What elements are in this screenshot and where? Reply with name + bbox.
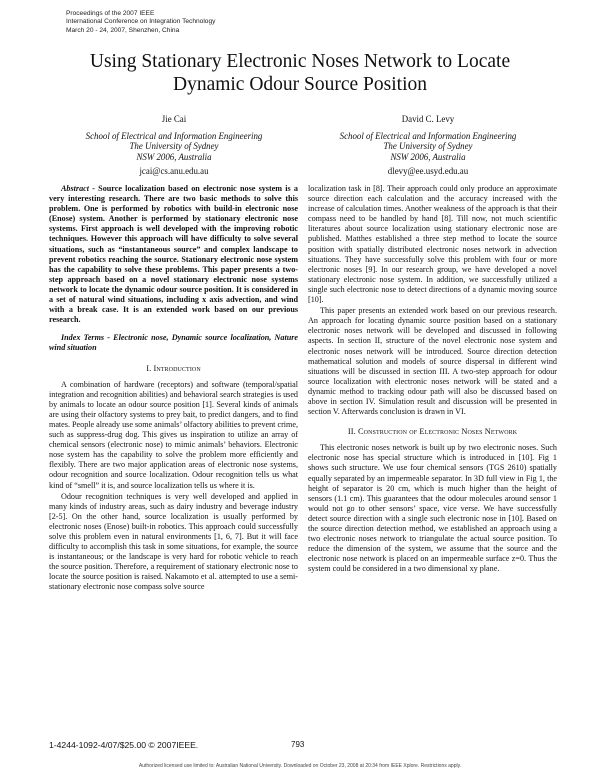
abstract (49, 184, 298, 325)
intro-paragraph-4: This paper presents an extended work based on our previous research. An approach for locating dynamic source position based on a stationary electronic noses network will be developed and discussed in following aspects. In section II, structure of the novel electronic nose system and electronic noses network will be introduced. Source direction detection mathematical solution and models of source dispersal in different wind situations will be discussed in section III. A two-step approach for odour source localization with electronic noses network will be stated and a dynamic method to tracking odour path will also be discussed based on above in section IV. Simulation result and discussion will be presented in section V. Afterwards conclusion is drawn in VI. (308, 306, 557, 417)
author-school: School of Electrical and Information Engineering (339, 130, 517, 141)
right-column (308, 184, 557, 574)
intro-paragraph-3: localization task in [8]. Their approach could only produce an approximate source direction each calculation and the accuracy increased with the increase of calculation times. Another weakness of the approach is that their compass need to be handled by hand [8]. Till now, not much scientific literatures about source localization using stationary electronic nose are published. Matthes established a three step method to locate the source position with spatially distributed electronic noses network in advection situations. They have successfully solve this problem with four or more electronic noses [9]. In our research group, we have developed a novel stationary electronic nose system. In addition, we successfully utilized a single such electronic nose to detect directions of a dynamic moving source [10]. (308, 184, 557, 305)
author-block-1 (49, 114, 299, 177)
conference-line-3: March 20 - 24, 2007, Shenzhen, China (66, 26, 180, 34)
intro-paragraph-2: Odour recognition techniques is very well developed and applied in many kinds of industry areas, such as dairy industry and beverage industry [2-5]. On the other hand, source localization is usually performed by electronic noses (Enose) built-in robotics. This approach could successfully solve this problem even in natural environments [1, 6, 7]. But it will face difficulty to accomplish this task in some situations, for example, the source is instantaneous; or the landscape is very hard for robotic vehicle to reach the source position. Therefore, a requirement of stationary electronic nose to locate the source position is raised. Nakamoto et al. attempted to use a semi-stationary electronic nose compass solve source (49, 491, 298, 592)
author-city: NSW 2006, Australia (390, 151, 466, 162)
author-block-2 (303, 114, 553, 177)
intro-paragraph-1: A combination of hardware (receptors) and software (temporal/spatial integration and recognition abilities) and behavioral search strategies is used by animals to locate an odour source position [1]. Several kinds of animals are using their olfactory systems to prey bait, to predict dangers, and to find mates. People already use some animals’ olfactory abilities to prevent crime, such as suppress-drug dog. This gives us inspiration to utilize an array of chemical sensors (electronic nose) to mimic animals’ behaviors. Electronic nose system has the capability to solve the problem more efficiently and flexibly. There are two major application areas of electronic nose systems, odour recognition and source localization. Odour recognition tells us what kind of “smell” it is, and source localization tells us where it is. (49, 379, 298, 490)
isbn-copyright: 1-4244-1092-4/07/$25.00 © 2007IEEE. (49, 740, 199, 750)
section-heading-construction: II. Construction of Electronic Noses Network (347, 427, 518, 437)
author-name: David C. Levy (401, 114, 455, 124)
index-terms: Index Terms - Electronic nose, Dynamic source localization, Nature wind situation (49, 333, 298, 353)
author-city: NSW 2006, Australia (136, 151, 212, 162)
conference-line-1: Proceedings of the 2007 IEEE (66, 10, 155, 17)
abstract-label: Abstract - (61, 184, 95, 193)
construction-paragraph: This electronic noses network is built up by two electronic noses. Such electronic nose has special structure which is introduced in [10]. Fig 1 shows such structure. We use four chemical sensors (TGS 2610) spatially equally separated by an impermeable separator. In 3D full view in Fig 1, the height of separator is 20 cm, which is much higher than the height of sensors (1.1 cm). This guarantees that the odour molecules around sensor 1 would not go to other sensors’ space, vice verse. We have successfully detect source direction with a single such electronic nose in [10]. Based on the source direction detection method, we established an approach using a two electronic noses network to triangulate the actual source position. To reduce the dimension of the system, we assume that the source and the electronic nose network is placed on an impermeable surface z=0. Thus the system could be considered in a two dimensional xy plane. (308, 443, 557, 574)
section-heading-introduction: I. Introduction (146, 363, 201, 373)
left-column (49, 184, 298, 593)
license-notice: Authorized licensed use limited to: Australian National University. Downloaded on October 23, 2008 at 20:34 from IEEE Xplore. Restrictions apply. (138, 763, 462, 769)
paper-title-line-2: Dynamic Odour Source Position (172, 74, 427, 95)
author-email: dlevy@ee.usyd.edu.au (387, 166, 469, 177)
page-number: 793 (291, 740, 305, 749)
paper-title (20, 50, 580, 96)
author-university: The University of Sydney (129, 141, 219, 152)
author-name: Jie Cai (161, 114, 187, 124)
conference-line-2: International Conference on Integration Technology (66, 18, 216, 26)
author-university: The University of Sydney (383, 141, 473, 152)
conference-header (66, 10, 215, 35)
paper-title-line-1: Using Stationary Electronic Noses Network to Locate (89, 51, 511, 72)
author-school: School of Electrical and Information Engineering (85, 130, 263, 141)
author-email: jcai@cs.anu.edu.au (139, 166, 209, 177)
abstract-text: Source localization based on electronic nose system is a very interesting research. There are two basic methods to solve this problem. One is performed by robotics with build-in electronic nose (Enose) system. Another is performed by stationary electronic nose systems. First approach is well developed with the improving robotic techniques. However this approach will have difficulty to solve several situations, such as “instantaneous source” and complex landscape to prevent robotics reaching the source. Stationary electronic nose system has the capability to solve these problems. This paper presents a two-step approach based on a novel stationary electronic nose systems network to locate the dynamic odour source position. It is considered in a set of natural wind situations, including x axis advection, and wind with a break case. It is an extended work based on our previous research. (49, 184, 298, 325)
